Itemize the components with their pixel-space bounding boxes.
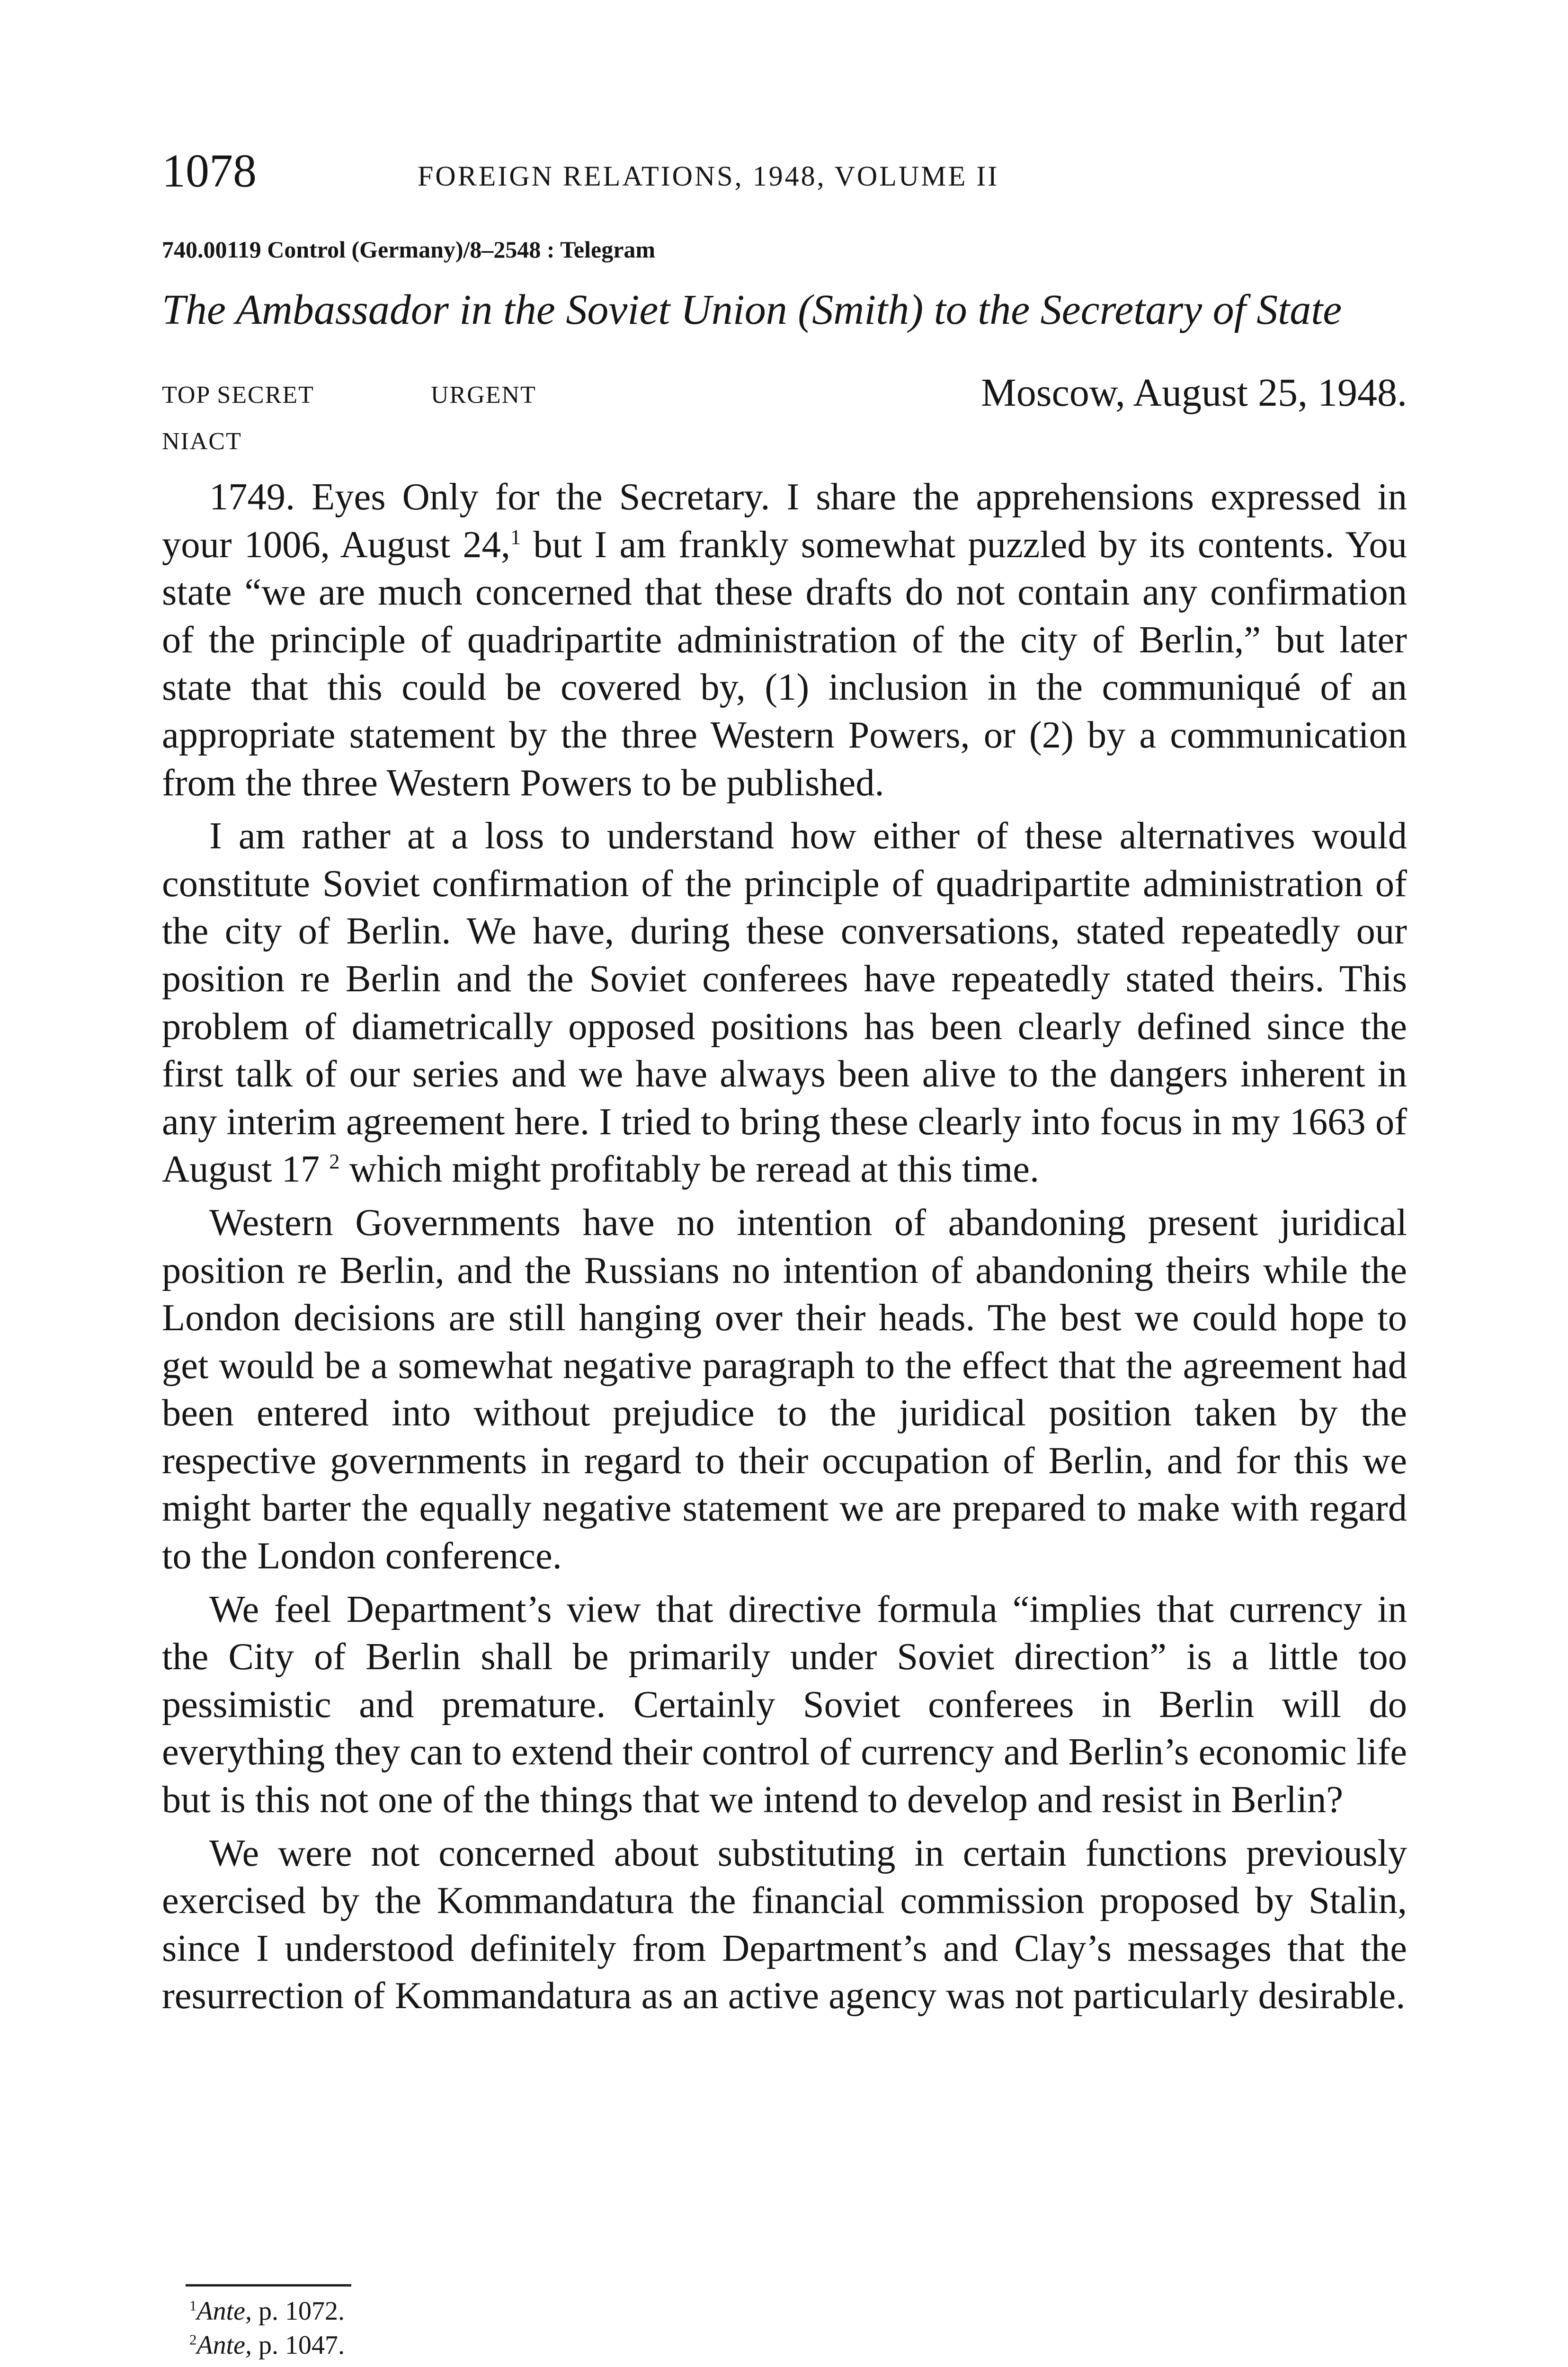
footnote-1: [189, 2294, 345, 2328]
paragraph-1-text-a: 1749. Eyes Only for the Secretary. I share the apprehensions expressed in your 1006, August 24,: [162, 476, 1407, 566]
footnote-divider: [186, 2284, 351, 2287]
document-title: The Ambassador in the Soviet Union (Smith) to the Secretary of State: [162, 286, 1342, 333]
footnote-1-page: p. 1072.: [252, 2296, 345, 2326]
footnotes: [189, 2294, 345, 2362]
classification-urgent: URGENT: [431, 382, 536, 409]
paragraph-3: Western Governments have no intention of abandoning present juridical position re Berlin, and the Russians no intention of abandoning theirs while the London decisions are still hanging over their heads. The best we could hope to get would be a somewhat negative paragraph to the effect that the agreement had been entered into without prejudice to the juridical position taken by the respective governments in regard to their occupation of Berlin, and for this we might barter the equally negative statement we are prepared to make with regard to the London conference.: [162, 1201, 1407, 1577]
paragraph-2-text-b: which might profitably be reread at this time.: [339, 1148, 1040, 1191]
classification-niact: NIACT: [162, 428, 242, 455]
paragraph-5: We were not concerned about substituting in certain functions previously exercised by the Kommandatura the financial commission proposed by Stalin, since I understood definitely from Department’s and Clay’s messages that the resurrection of Kommandatura as an active agency was not particularly desirable.: [162, 1832, 1407, 2017]
file-reference: 740.00119 Control (Germany)/8–2548 : Telegram: [162, 236, 656, 263]
paragraph-2: [162, 812, 1407, 1193]
paragraph-2-text-a: I am rather at a loss to understand how either of these alternatives would constitute Soviet confirmation of the principle of quadripartite administration of the city of Berlin. We have, during these conversations, stated repeatedly our position re Berlin and the Soviet conferees have repeatedly stated theirs. This problem of diametrically opposed positions has been clearly defined since the first talk of our series and we have always been alive to the dangers inherent in any interim agreement here. I tried to bring these clearly into focus in my 1663 of August 17: [162, 815, 1407, 1191]
footnote-1-marker: 1: [189, 2297, 197, 2314]
footnote-2: [189, 2328, 345, 2362]
footnote-2-page: p. 1047.: [252, 2331, 345, 2360]
running-title: FOREIGN RELATIONS, 1948, VOLUME II: [418, 160, 999, 192]
footnote-2-marker: 2: [189, 2331, 197, 2348]
classification-top-secret: TOP SECRET: [162, 382, 314, 409]
paragraph-4: We feel Department’s view that directive formula “implies that currency in the City of Berlin shall be primarily under Soviet direction” is a little too pessimistic and premature. Certainly Soviet conferees in Berlin will do everything they can to extend their control of currency and Berlin’s economic life but is this not one of the things that we intend to develop and resist in Berlin?: [162, 1588, 1407, 1821]
paragraph-1-text-b: but I am frankly somewhat puzzled by its contents. You state “we are much concerned that these drafts do not contain any confirmation of the principle of quadripartite administration of the city of Berlin,” but later state that this could be covered by, (1) inclusion in the communiqué of an appropriate statement by the three Western Powers, or (2) by a communication from the three Western Powers to be published.: [162, 523, 1407, 804]
running-head: [162, 145, 1407, 202]
dateline: Moscow, August 25, 1948.: [981, 371, 1407, 415]
telegram-body: [162, 473, 1407, 2026]
footnote-ref-2: 2: [329, 1150, 340, 1174]
paragraph-1: [162, 473, 1407, 807]
footnote-1-ref: Ante,: [196, 2296, 252, 2326]
footnote-2-ref: Ante,: [196, 2331, 252, 2360]
page-number: 1078: [162, 144, 257, 197]
footnote-ref-1: 1: [510, 525, 521, 549]
